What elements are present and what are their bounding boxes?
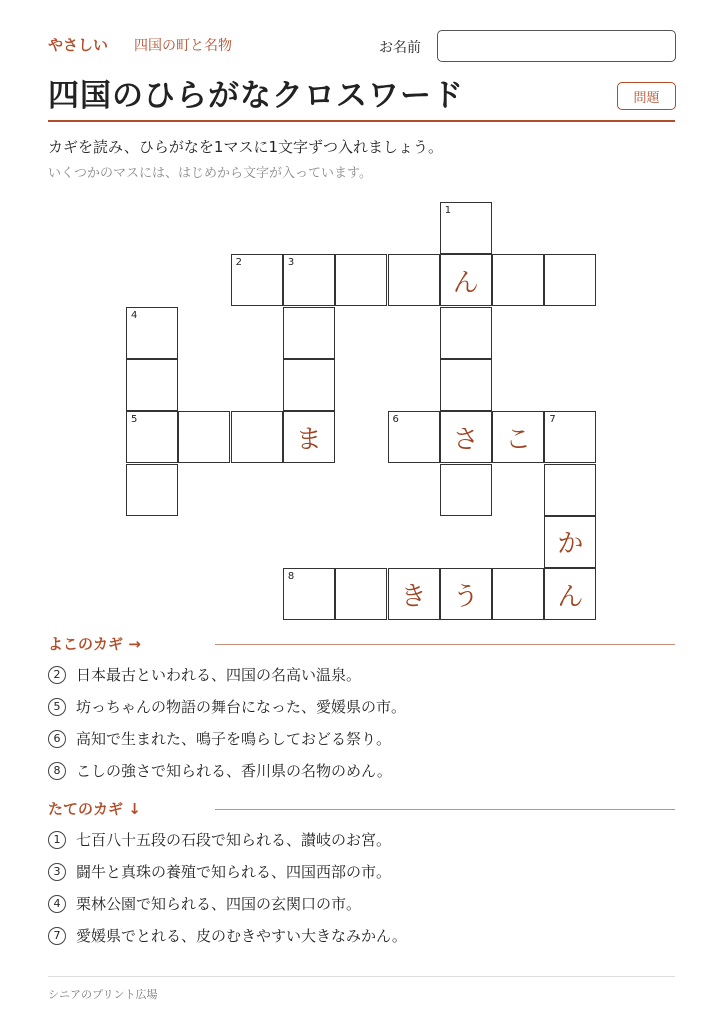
clue-number: 7: [48, 927, 66, 945]
clue-number: 2: [48, 666, 66, 684]
grid-cell-r1-c2[interactable]: [231, 254, 283, 306]
grid-cell-r5-c8[interactable]: [544, 464, 596, 516]
footer-divider: [48, 976, 675, 977]
grid-cell-r7-c7[interactable]: [492, 568, 544, 620]
instruction-main: カギを読み、ひらがなを1マスに1文字ずつ入れましょう。: [48, 138, 443, 156]
cell-number: 5: [131, 414, 138, 426]
clue-text: 愛媛県でとれる、皮のむきやすい大きなみかん。: [76, 927, 407, 945]
grid-cell-r4-c3[interactable]: [283, 411, 335, 463]
cell-number: 8: [287, 571, 295, 583]
grid-cell-r3-c6[interactable]: [440, 359, 492, 411]
down-divider: [215, 809, 675, 810]
prefilled-letter: か: [557, 529, 584, 560]
prefilled-letter: ん: [452, 267, 479, 298]
grid-cell-r1-c8[interactable]: [544, 254, 596, 306]
clue-text: 高知で生まれた、鳴子を鳴らしておどる祭り。: [76, 730, 392, 748]
grid-cell-r1-c5[interactable]: [388, 254, 440, 306]
prefilled-letter: さ: [452, 424, 479, 455]
clue-text: こしの強さで知られる、香川県の名物のめん。: [76, 762, 392, 780]
down-clue-3: [48, 861, 391, 882]
grid-cell-r1-c7[interactable]: [492, 254, 544, 306]
grid-cell-r7-c3[interactable]: [283, 568, 335, 620]
clue-text: 栗林公園で知られる、四国の玄関口の市。: [76, 895, 362, 913]
grid-cell-r1-c6[interactable]: [440, 254, 492, 306]
name-input[interactable]: [437, 30, 676, 62]
prefilled-letter: う: [452, 581, 479, 612]
prefilled-letter: ん: [557, 581, 584, 612]
prefilled-letter: き: [400, 581, 427, 612]
clue-number: 8: [48, 762, 66, 780]
cell-number: 3: [287, 257, 295, 269]
down-clue-7: [48, 925, 407, 946]
grid-cell-r3-c0[interactable]: [126, 359, 178, 411]
grid-cell-r4-c6[interactable]: [440, 411, 492, 463]
footer-credit: シニアのプリント広場: [48, 988, 158, 1001]
across-clue-5: [48, 696, 406, 717]
clue-number: 4: [48, 895, 66, 913]
clue-text: 七百八十五段の石段で知られる、讃岐のお宮。: [76, 831, 392, 849]
grid-cell-r3-c3[interactable]: [283, 359, 335, 411]
grid-cell-r5-c6[interactable]: [440, 464, 492, 516]
page-title: 四国のひらがなクロスワード: [48, 78, 464, 114]
down-clue-4: [48, 893, 361, 914]
cell-number: 6: [392, 414, 399, 426]
grid-cell-r7-c4[interactable]: [335, 568, 387, 620]
grid-cell-r7-c8[interactable]: [544, 568, 596, 620]
across-clue-8: [48, 760, 392, 781]
grid-cell-r2-c3[interactable]: [283, 307, 335, 359]
grid-cell-r4-c2[interactable]: [231, 411, 283, 463]
grid-cell-r0-c6[interactable]: [440, 202, 492, 254]
grid-cell-r5-c0[interactable]: [126, 464, 178, 516]
name-label: お名前: [379, 40, 421, 56]
grid-cell-r4-c8[interactable]: [544, 411, 596, 463]
grid-cell-r2-c6[interactable]: [440, 307, 492, 359]
cell-number: 1: [444, 205, 452, 216]
grid-cell-r4-c7[interactable]: [492, 411, 544, 463]
clue-number: 5: [48, 698, 66, 716]
difficulty-label: やさしい: [48, 36, 109, 54]
clue-number: 6: [48, 730, 66, 748]
grid-cell-r4-c1[interactable]: [178, 411, 230, 463]
down-heading: たてのカギ ↓: [48, 800, 141, 818]
cell-number: 4: [131, 309, 138, 321]
instruction-note: いくつかのマスには、はじめから文字が入っています。: [48, 166, 372, 181]
down-clue-1: [48, 829, 391, 850]
grid-cell-r1-c4[interactable]: [335, 254, 387, 306]
grid-cell-r4-c0[interactable]: [126, 411, 178, 463]
across-divider: [215, 644, 675, 645]
clue-text: 坊っちゃんの物語の舞台になった、愛媛県の市。: [76, 698, 407, 716]
clue-number: 3: [48, 863, 66, 881]
prefilled-letter: こ: [505, 424, 532, 455]
grid-cell-r1-c3[interactable]: [283, 254, 335, 306]
clue-text: 闘牛と真珠の養殖で知られる、四国西部の市。: [76, 863, 392, 881]
problem-badge: 問題: [617, 82, 676, 110]
topic-subtitle: 四国の町と名物: [134, 38, 232, 54]
grid-cell-r6-c8[interactable]: [544, 516, 596, 568]
grid-cell-r7-c5[interactable]: [388, 568, 440, 620]
grid-cell-r2-c0[interactable]: [126, 307, 178, 359]
across-heading: よこのカギ →: [48, 635, 141, 653]
grid-cell-r7-c6[interactable]: [440, 568, 492, 620]
prefilled-letter: ま: [295, 424, 322, 455]
cell-number: 7: [549, 414, 556, 426]
across-clue-6: [48, 728, 391, 749]
cell-number: 2: [235, 257, 242, 269]
across-clue-2: [48, 664, 361, 685]
header-divider: [48, 120, 675, 122]
clue-number: 1: [48, 831, 66, 849]
grid-cell-r4-c5[interactable]: [388, 411, 440, 463]
clue-text: 日本最古といわれる、四国の名高い温泉。: [76, 666, 362, 684]
